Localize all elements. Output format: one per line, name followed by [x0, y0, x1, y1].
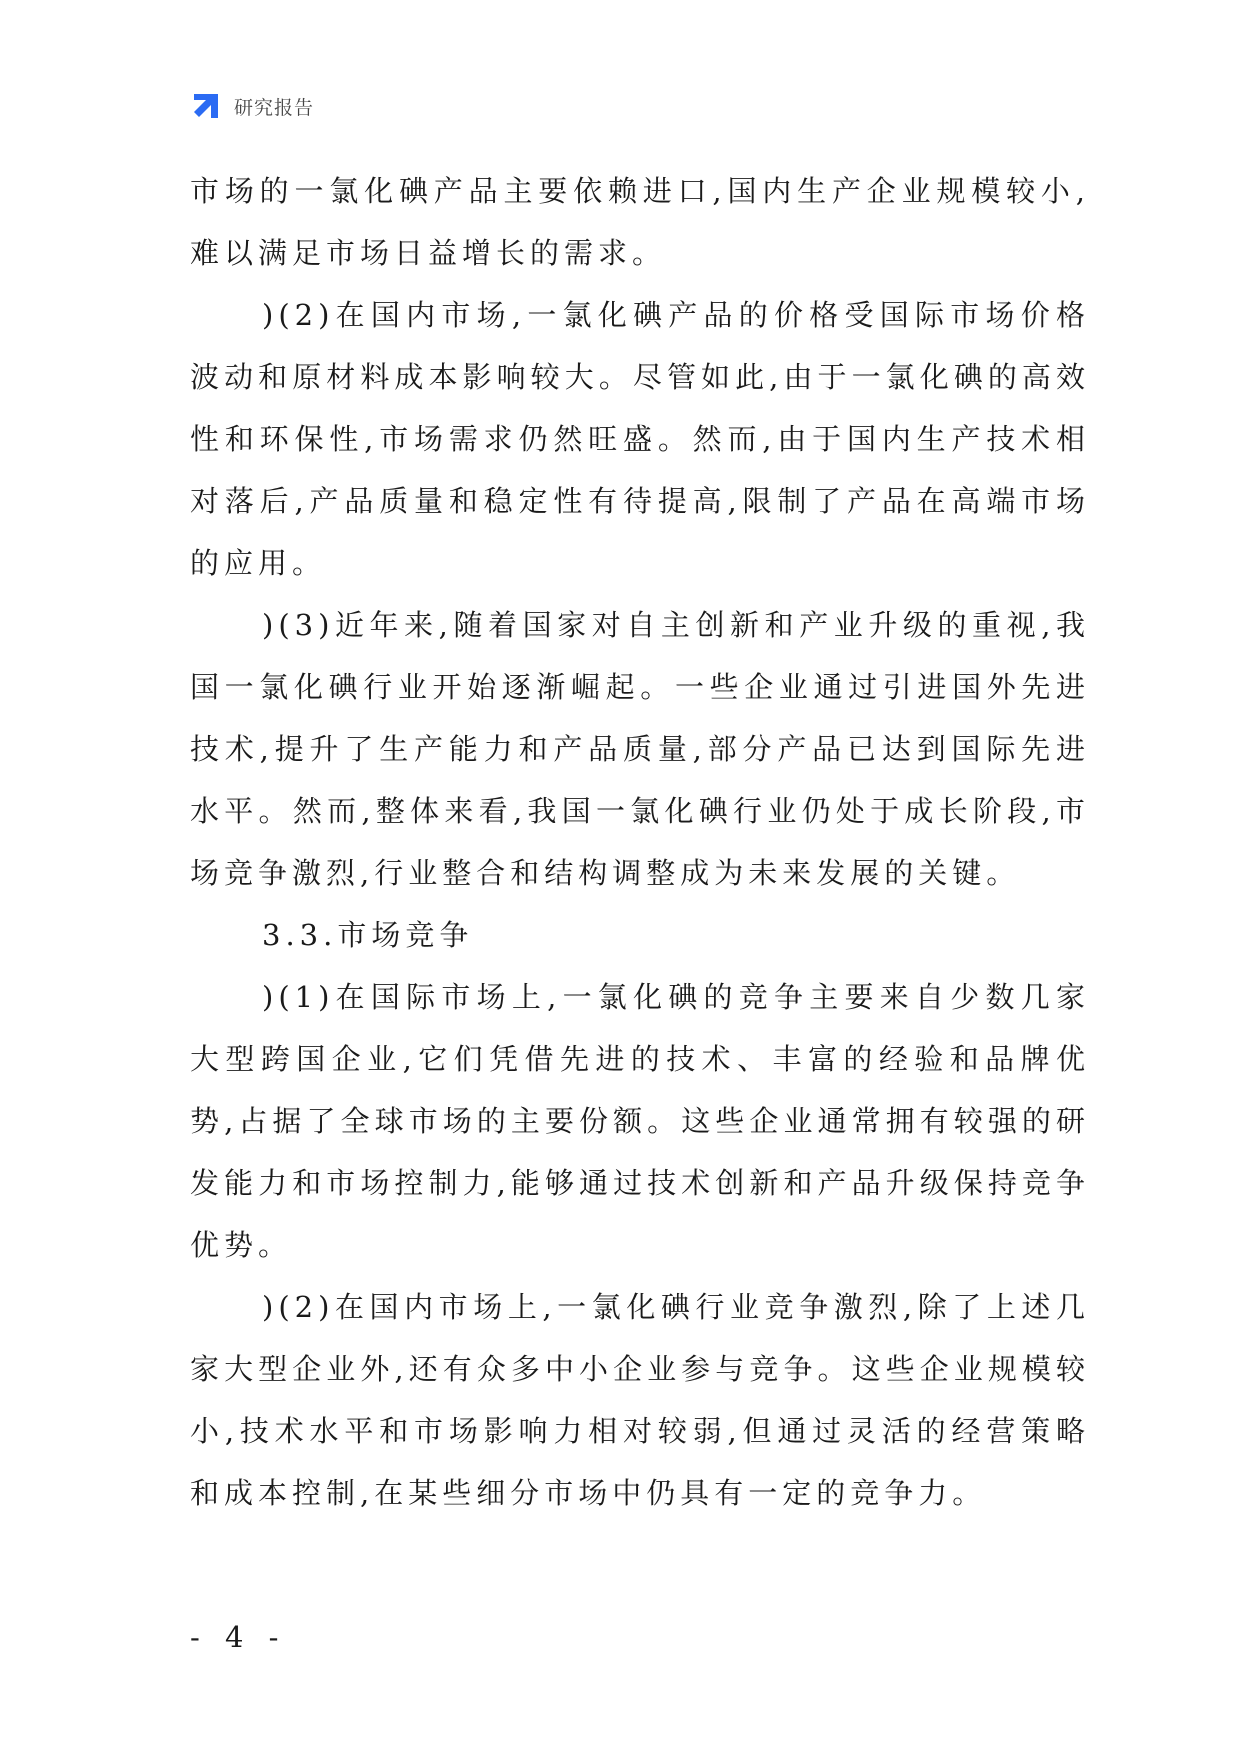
document-body: [190, 160, 1090, 1524]
paragraph-domestic-competition: )(2)在国内市场上,一氯化碘行业竞争激烈,除了上述几家大型企业外,还有众多中小企业参与竞争。这些企业规模较小,技术水平和市场影响力相对较弱,但通过灵活的经营策略和成本控制,在某些细分市场中仍具有一定的竞争力。: [190, 1290, 1090, 1510]
section-heading: 3.3.市场竞争: [262, 918, 474, 952]
page-number: - 4 -: [190, 1620, 287, 1654]
paragraph-continuation: 市场的一氯化碘产品主要依赖进口,国内生产企业规模较小,难以满足市场日益增长的需求。: [190, 174, 1090, 270]
paragraph-domestic-price: )(2)在国内市场,一氯化碘产品的价格受国际市场价格波动和原材料成本影响较大。尽管如此,由于一氯化碘的高效性和环保性,市场需求仍然旺盛。然而,由于国内生产技术相对落后,产品质量和稳定性有待提高,限制了产品在高端市场的应用。: [190, 298, 1090, 580]
header-title: 研究报告: [234, 96, 315, 119]
paragraph-industry-rise: )(3)近年来,随着国家对自主创新和产业升级的重视,我国一氯化碘行业开始逐渐崛起。一些企业通过引进国外先进技术,提升了生产能力和产品质量,部分产品已达到国际先进水平。然而,整体来看,我国一氯化碘行业仍处于成长阶段,市场竞争激烈,行业整合和结构调整成为未来发展的关键。: [190, 608, 1090, 890]
document-header: [190, 88, 314, 124]
arrow-logo-icon: [190, 90, 222, 122]
paragraph-international-competition: )(1)在国际市场上,一氯化碘的竞争主要来自少数几家大型跨国企业,它们凭借先进的技术、丰富的经验和品牌优势,占据了全球市场的主要份额。这些企业通常拥有较强的研发能力和市场控制力,能够通过技术创新和产品升级保持竞争优势。: [190, 980, 1090, 1262]
